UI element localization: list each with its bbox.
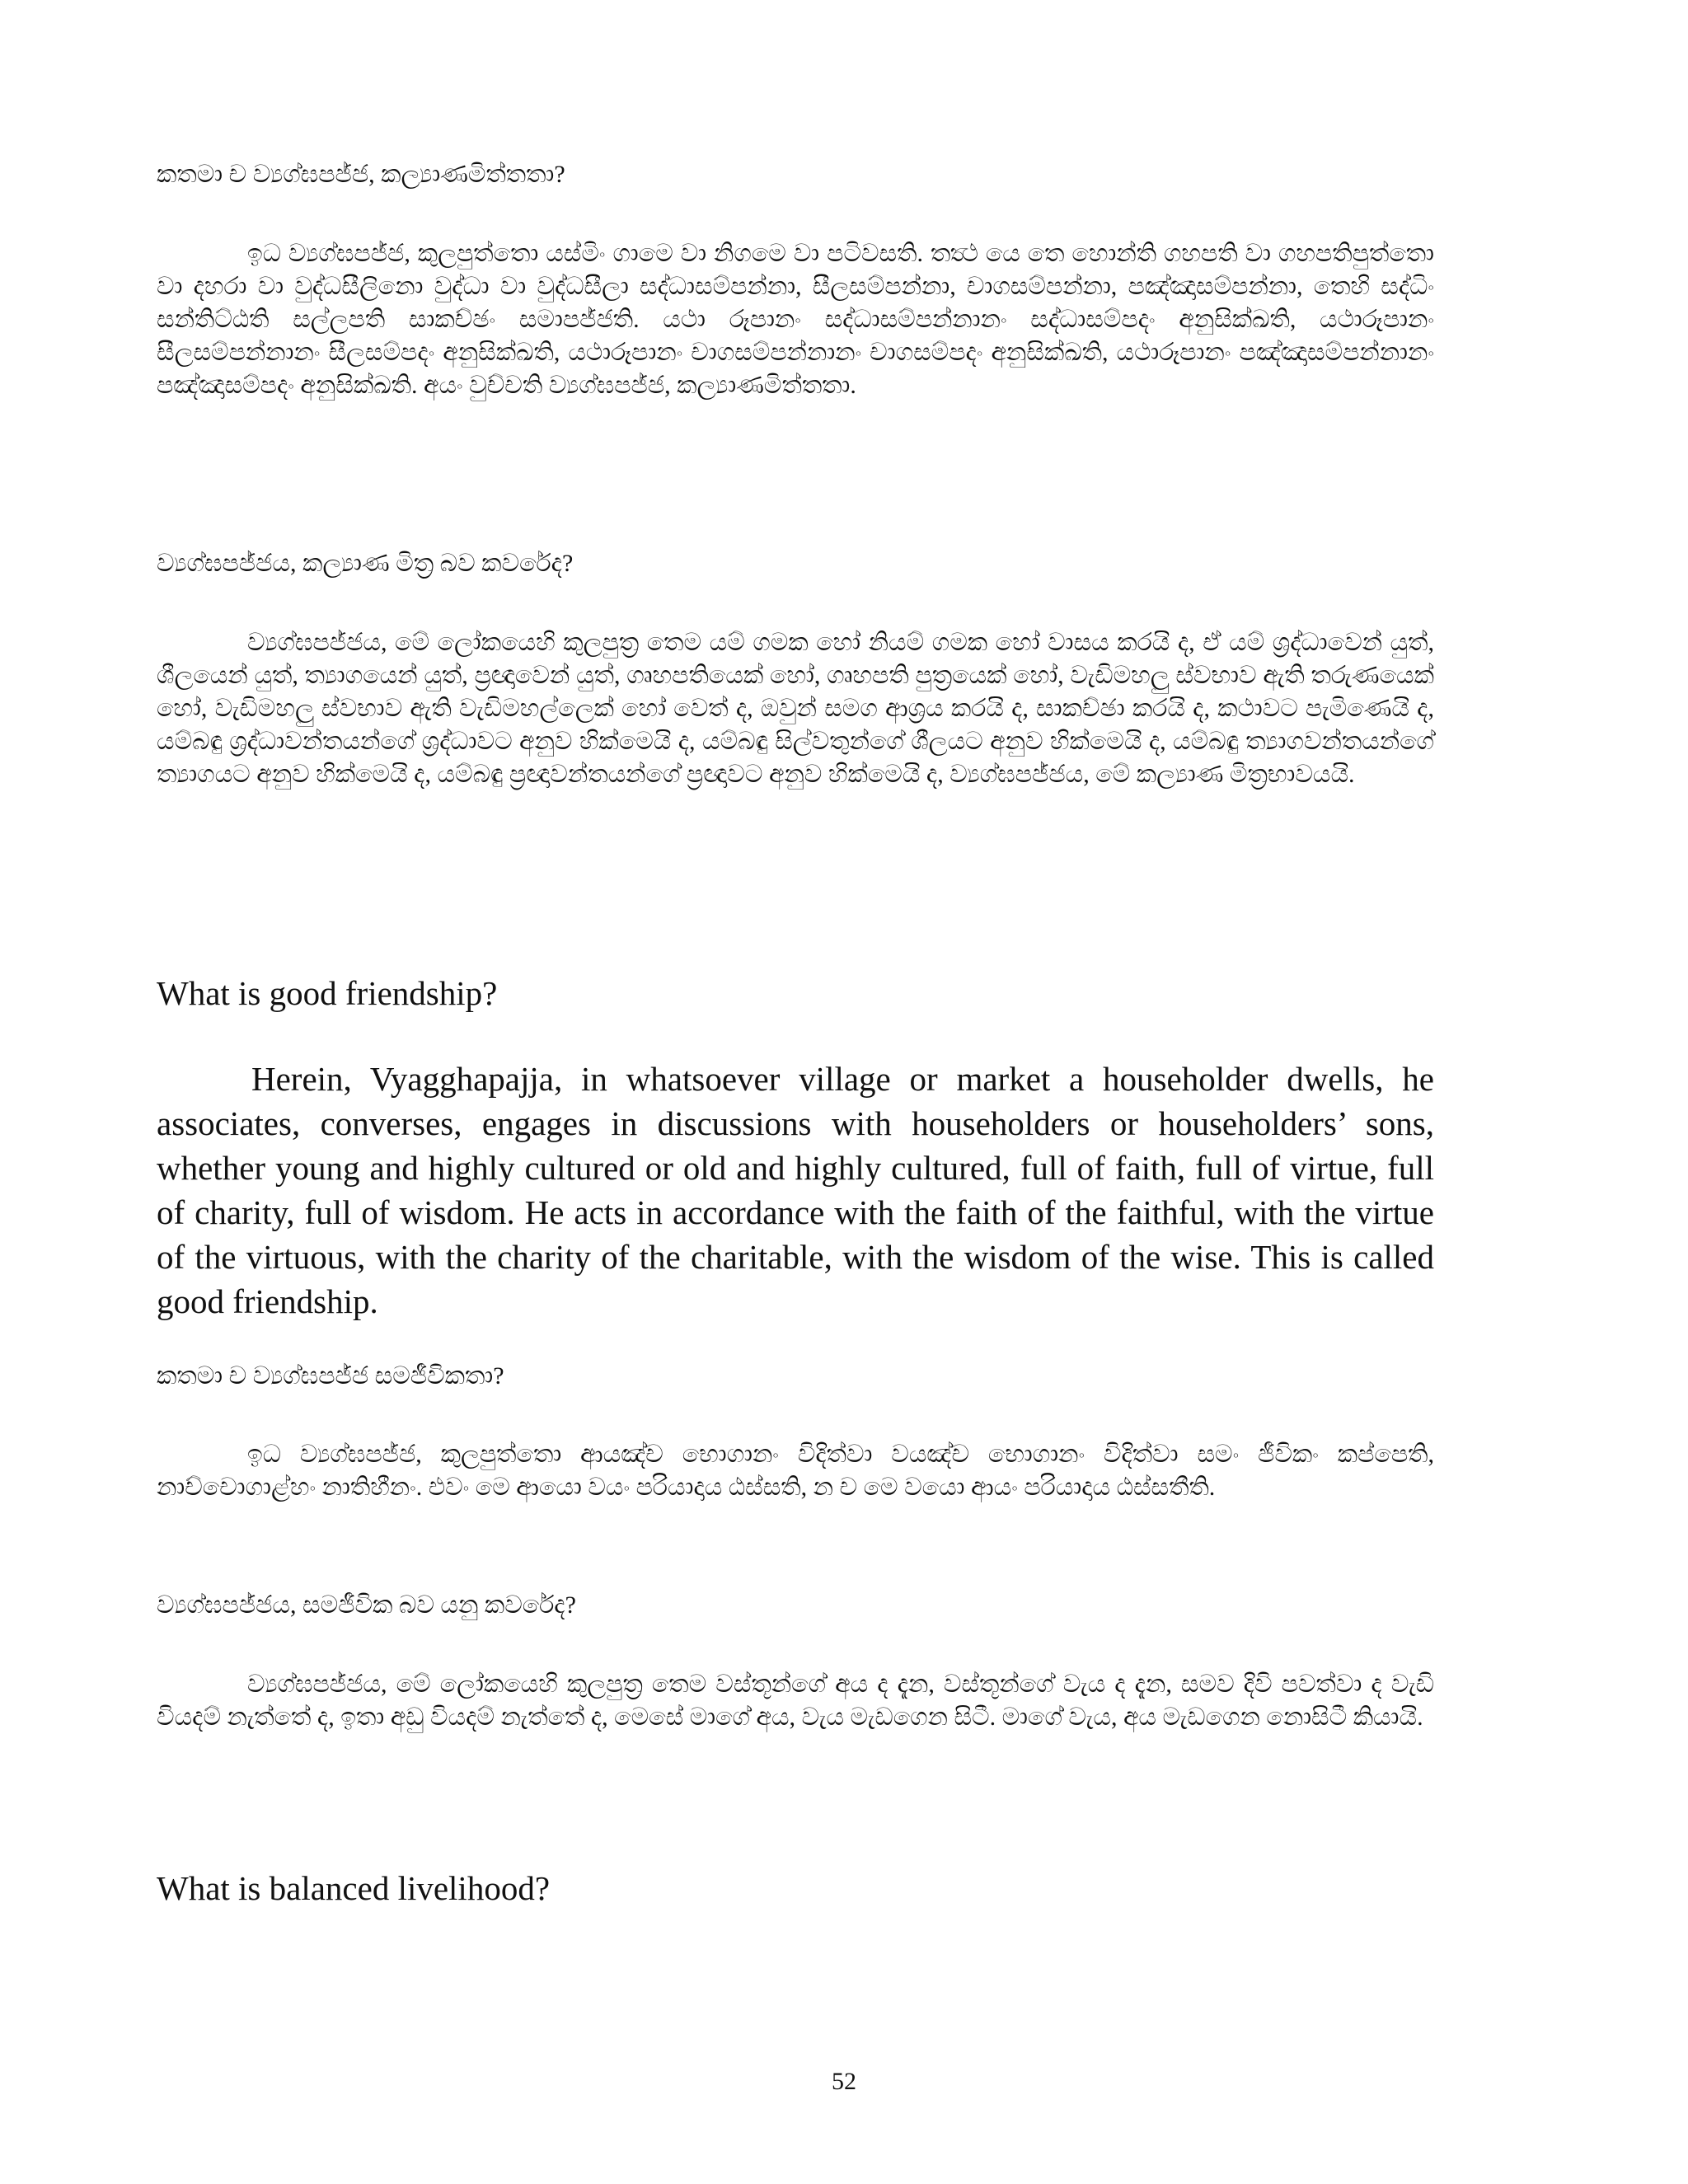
question-sinhala-kalyana-mitra: ව්‍යග්ඝපජ්ජය, කල්‍යාණ මිත්‍ර බව කවරේද?: [157, 550, 574, 577]
paragraph-english-good-friendship: Herein, Vyagghapajja, in whatsoever village or market a householder dwells, he associates, converses, engages in discussions with householders or householders’ sons, whether young and highly cultured or old and highly cultured, full of faith, full of virtue, full of charity, full of wisdom. He acts in accordance with the faith of the faithful, with the virtue of the virtuous, with the charity of the charitable, with the wisdom of the wise. This is called good friendship.: [157, 1060, 1434, 1320]
paragraph-sinhala-kalyana-mitra: ව්‍යග්ඝපජ්ජය, මේ ලෝකයෙහි කුලපුත්‍ර තෙම යම් ගමක හෝ නියම් ගමක හෝ වාසය කරයි ද, ඒ යම් ශ්‍රද්ධාවෙන් යුත්, ශීලයෙන් යුත්, ත්‍යාගයෙන් යුත්, ප්‍රඥාවෙන් යුත්, ගෘහපතියෙක් හෝ, ගෘහපති පුත්‍රයෙක් හෝ, වැඩිමහලු ස්වභාව ඇති තරුණයෙක් හෝ, වැඩිමහලු ස්වභාව ඇති වැඩිමහල්ලෙක් හෝ වෙත් ද, ඔවුන් සමග ආශ්‍රය කරයි ද, සාකච්ඡා කරයි ද, කථාවට පැමිණෙයි ද, යම්බඳු ශ්‍රද්ධාවන්තයන්ගේ ශ්‍රද්ධාවට අනුව හික්මෙයි ද, යම්බඳු සිල්වතුන්ගේ ශීලයට අනුව හික්මෙයි ද, යම්බඳු ත්‍යාගවන්තයන්ගේ ත්‍යාගයට අනුව හික්මෙයි ද, යම්බඳු ප්‍රඥාවන්තයන්ගේ ප්‍රඥාවට අනුව හික්මෙයි ද, ව්‍යග්ඝපජ්ජය, මේ කල්‍යාණ මිත්‍රභාවයයි.: [157, 629, 1434, 788]
paragraph-sinhala-balanced-livelihood: ව්‍යග්ඝපජ්ජය, මේ ලෝකයෙහි කුලපුත්‍ර තෙම වස්තූන්ගේ අය ද දැන, වස්තූන්ගේ වැය ද දැන, සමව දිවි පවත්වා ද වැඩි වියදම් නැත්තේ ද, ඉතා අඩු වියදම් නැත්තේ ද, මෙසේ මාගේ අය, වැය මැඩගෙන සිටී. මාගේ වැය, අය මැඩගෙන නොසිටී කියායි.: [157, 1671, 1434, 1731]
paragraph-pali-good-friendship: ඉධ ව්‍යග්ඝපජ්ජ, කුලපුත්තො යස්මිං ගාමෙ වා නිගමෙ වා පටිවසති. තත්‍ථ යෙ තෙ හොන්ති ගහපති වා ගහපතිපුත්තො වා දහරා වා වුද්ධසීලිනො වුද්ධා වා වුද්ධසීලා සද්ධාසම්පන්නා, සීලසම්පන්නා, චාගසම්පන්නා, පඤ්ඤාසම්පන්නා, තෙහි සද්ධිං සන්තිට්ඨති සල්ලපති සාකච්ඡං සමාපජ්ජති. යථා රූපානං සද්ධාසම්පන්නානං සද්ධාසම්පදං අනුසික්ඛති, යථාරූපානං සීලසම්පන්නානං සීලසම්පදං අනුසික්ඛති, යථාරූපානං චාගසම්පන්නානං චාගසම්පදං අනුසික්ඛති, යථාරූපානං පඤ්ඤාසම්පන්නානං පඤ්ඤාසම්පදං අනුසික්ඛති. අයං වුච්චති ව්‍යග්ඝපජ්ජ, කල්‍යාණමිත්තතා.: [157, 240, 1434, 399]
paragraph-pali-balanced-livelihood: ඉධ ව්‍යග්ඝපජ්ජ, කුලපුත්තො ආයඤ්ච භොගානං විදිත්වා වයඤ්ච භොගානං විදිත්වා සමං ජීවිකං කප්පෙති, නාච්චොගාළ්හං නාතිහීනං. එවං මෙ ආයො වයං පරියාදාය ඨස්සති, න ච මෙ වයො ආයං පරියාදාය ඨස්සතීති.: [157, 1441, 1434, 1501]
question-sinhala-balanced-livelihood: ව්‍යග්ඝපජ්ජය, සමජීවික බව යනු කවරේද?: [157, 1591, 576, 1619]
question-english-balanced-livelihood: What is balanced livelihood?: [157, 1869, 551, 1907]
question-english-good-friendship: What is good friendship?: [157, 974, 498, 1012]
question-sinhala-good-friendship: කතමා ච ව්‍යග්ඝපජ්ජ, කල්‍යාණමිත්තතා?: [157, 161, 565, 188]
question-pali-balanced-livelihood: කතමා ච ව්‍යග්ඝපජ්ජ සමජීවිකතා?: [157, 1362, 504, 1390]
page-number: 52: [832, 2068, 856, 2095]
